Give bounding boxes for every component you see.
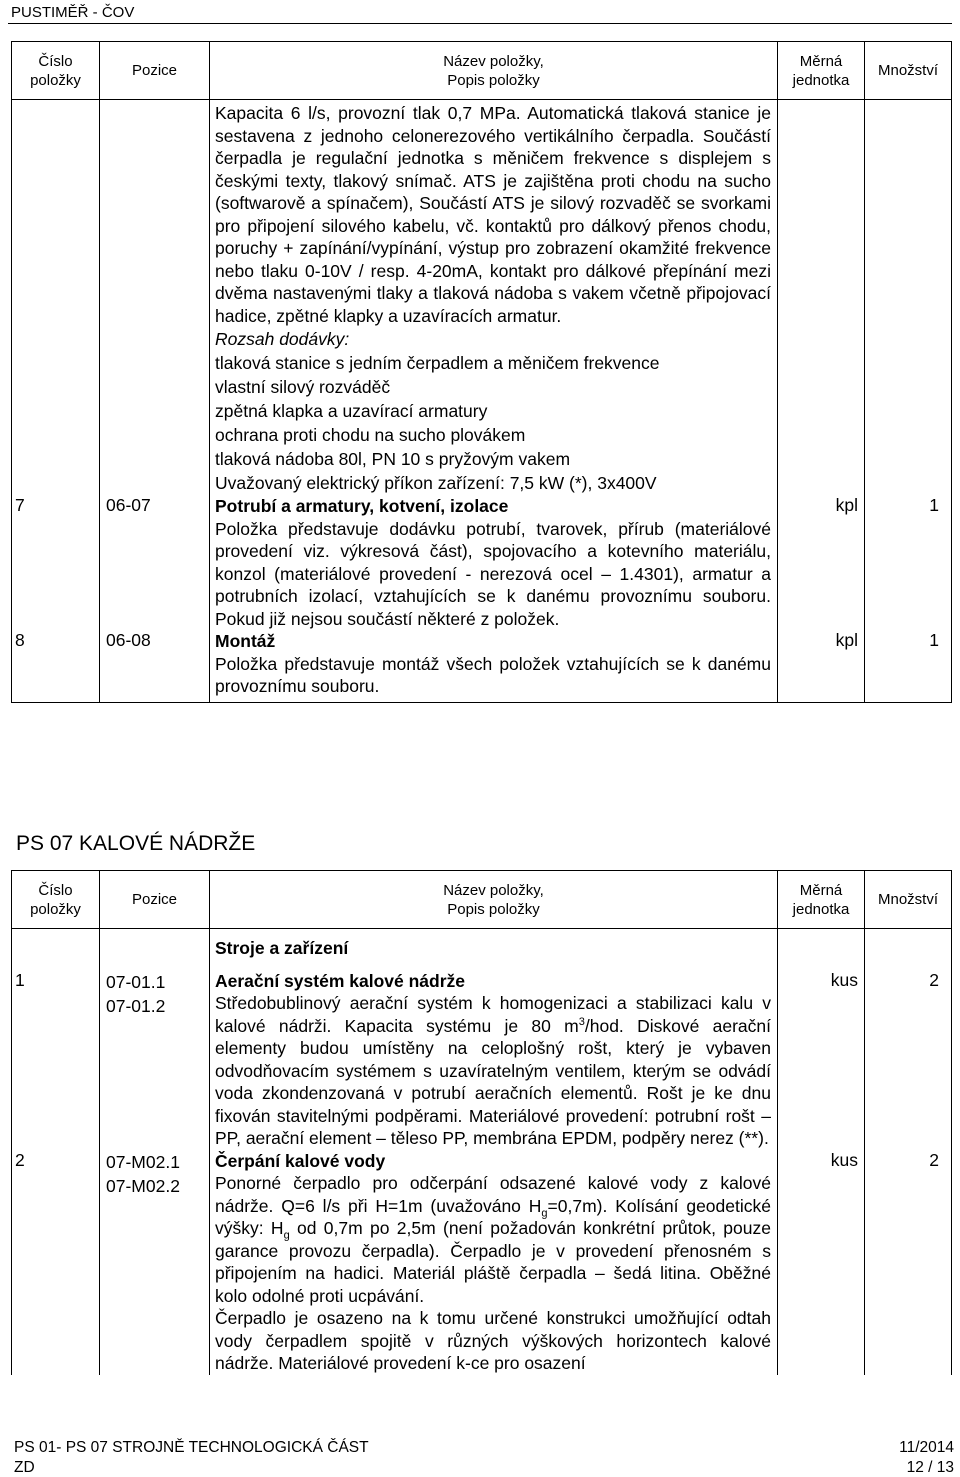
row-title: Aerační systém kalové nádrže — [215, 970, 465, 991]
row-qty: 1 — [865, 495, 952, 630]
scope-item: tlaková nádoba 80l, PN 10 s pryžovým vakem — [215, 449, 571, 469]
row-no: 7 — [12, 495, 100, 630]
subscript: g — [541, 1207, 548, 1219]
row-text-part: /hod. Diskové aerační elementy budou umístěny na celoplošný rošt, který je vybaven odvodňovacím systémem s uzavíratelným ventilem, kterým se odvádí voda zkondenzovaná v potrubí aeračních elementů. Rošt je ke dnu fixován stavitelnými podpěrami. Materiálové provedení: potrubní rošt – PP, aerační element – těleso PP, membrána EPDM, podpěry nerez (**). — [215, 1015, 771, 1148]
row-pozice-1: 07-01.1 — [106, 971, 166, 992]
group-row — [12, 929, 952, 970]
subscript: g — [283, 1229, 290, 1242]
table-row-continuation — [12, 100, 952, 496]
row-qty: 2 — [865, 1150, 952, 1375]
row-text-part: Ponorné čerpadlo pro odčerpání odsazené kalové vody z kalové nádrže. Q=6 l/s při H=1m (uvažováno H — [215, 1173, 771, 1216]
row-unit: kpl — [778, 495, 865, 630]
row-text: Položka představuje montáž všech položek vztahujících se k danému provoznímu souboru. — [215, 653, 771, 696]
row-pozice — [100, 1150, 210, 1375]
col-header-nazev — [210, 42, 778, 100]
col-header-nazev-line2: Popis položky — [447, 71, 540, 89]
col-header-qty: Množství — [865, 42, 952, 100]
row-no: 8 — [12, 630, 100, 702]
col-header-unit: Měrná jednotka — [778, 871, 865, 929]
footer-date: 11/2014 — [899, 1439, 954, 1456]
footer-line-2 — [14, 1459, 954, 1477]
row-pozice — [100, 970, 210, 1150]
footer-line-1 — [14, 1439, 954, 1457]
footer-page-number: 12 / 13 — [906, 1459, 954, 1476]
scope-item: zpětná klapka a uzavírací armatury — [215, 401, 488, 421]
row-no: 2 — [12, 1150, 100, 1375]
col-header-no: Číslo položky — [12, 871, 100, 929]
items-table-ps06 — [11, 41, 952, 703]
row-pozice: 06-07 — [100, 495, 210, 630]
col-header-pozice: Pozice — [100, 871, 210, 929]
row-title: Čerpání kalové vody — [215, 1150, 386, 1171]
section-title: PS 07 KALOVÉ NÁDRŽE — [16, 832, 256, 855]
footer-doc-title: PS 01- PS 07 STROJNĚ TECHNOLOGICKÁ ČÁST — [14, 1439, 369, 1456]
row-pozice-2: 07-01.2 — [106, 995, 166, 1016]
table-header-row — [12, 871, 952, 929]
row-title: Potrubí a armatury, kotvení, izolace — [215, 496, 509, 516]
col-header-nazev-line1: Název položky, — [443, 881, 544, 899]
table-row — [12, 630, 952, 702]
row-qty: 2 — [865, 970, 952, 1150]
col-header-no: Číslo položky — [12, 42, 100, 100]
continuation-text: Kapacita 6 l/s, provozní tlak 0,7 MPa. Automatická tlaková stanice je sestavena z jednoho celonerezového vertikálního čerpadla. Součástí čerpadla je regulační jednotka s měničem frekvence s displejem s českými texty, tlakový snímač. ATS je zajištěna proti chodu na sucho (softwarově a spínačem), Součástí ATS je silový rozvaděč se svorkami pro připojení silového kabelu, vč. kontaktů pro dálkový přenos chodu, poruchy + zapínání/vypínání, výstup pro zobrazení okamžité frekvence nebo tlaku 0-10V / resp. 4-20mA, kontakt pro dálkové přepínání mezi dvěma nastavenými tlaky a tlaková nádoba s vakem včetně připojovací hadice, zpětné klapky a uzavíracích armatur. — [215, 103, 771, 326]
row-text — [215, 1172, 771, 1307]
row-text-2: Čerpadlo je osazeno na k tomu určené konstrukci umožňující odtah vody čerpadlem spojitě v různých výškových horizontech kalové nádrže. Materiálové provedení k-ce pro osazení — [215, 1308, 771, 1373]
document-header-title: PUSTIMĚŘ - ČOV — [11, 4, 135, 21]
col-header-nazev-line1: Název položky, — [443, 52, 544, 70]
group-label: Stroje a zařízení — [215, 938, 349, 958]
row-pozice-1: 07-M02.1 — [106, 1151, 180, 1172]
superscript: 3 — [578, 1015, 585, 1028]
scope-item: ochrana proti chodu na sucho plovákem — [215, 425, 526, 445]
scope-item: tlaková stanice s jedním čerpadlem a měničem frekvence — [215, 353, 660, 373]
row-text — [215, 992, 771, 1150]
col-header-unit: Měrná jednotka — [778, 42, 865, 100]
row-no: 1 — [12, 970, 100, 1150]
table-row — [12, 1150, 952, 1375]
col-header-nazev — [210, 871, 778, 929]
row-text-part: od 0,7m po 2,5m (není požadován konkrétní průtok, pouze garance provozu čerpadla). Čerpadlo je v provedení přenosném s připojením na hadici. Materiál pláště čerpadla – šedá litina. Oběžné kolo odolné proti ucpávání. — [215, 1218, 771, 1306]
col-header-qty: Množství — [865, 871, 952, 929]
row-text-part: Středobublinový aerační systém k homogenizaci a stabilizaci kalu v kalové nádrži. Kapacita systému je 80 m — [215, 993, 771, 1036]
scope-label: Rozsah dodávky: — [215, 329, 350, 349]
row-pozice: 06-08 — [100, 630, 210, 702]
col-header-pozice: Pozice — [100, 42, 210, 100]
items-table-ps07 — [11, 870, 952, 1375]
row-unit: kpl — [778, 630, 865, 702]
table-row — [12, 970, 952, 1150]
row-text: Položka představuje dodávku potrubí, tvarovek, přírub (materiálové provedení viz. výkresová část), spojovacího a kotevního materiálu, konzol (materiálové provedení - nerezová ocel – 1.4301), armatur a potrubních izolací, vztahujících se k danému provoznímu souboru. Pokud již nejsou součástí některé z položek. — [215, 518, 771, 629]
row-unit: kus — [778, 1150, 865, 1375]
table-header-row — [12, 42, 952, 100]
scope-item: Uvažovaný elektrický příkon zařízení: 7,5 kW (*), 3x400V — [215, 473, 657, 493]
header-rule — [8, 23, 952, 24]
footer-doc-type: ZD — [14, 1459, 35, 1476]
col-header-nazev-line2: Popis položky — [447, 900, 540, 918]
scope-item: vlastní silový rozváděč — [215, 377, 391, 397]
table-row — [12, 495, 952, 630]
row-title: Montáž — [215, 631, 276, 651]
row-unit: kus — [778, 970, 865, 1150]
row-qty: 1 — [865, 630, 952, 702]
row-pozice-2: 07-M02.2 — [106, 1175, 180, 1196]
row-text-part: =0,7m). Kolísání geodetické výšky: H — [215, 1195, 771, 1238]
